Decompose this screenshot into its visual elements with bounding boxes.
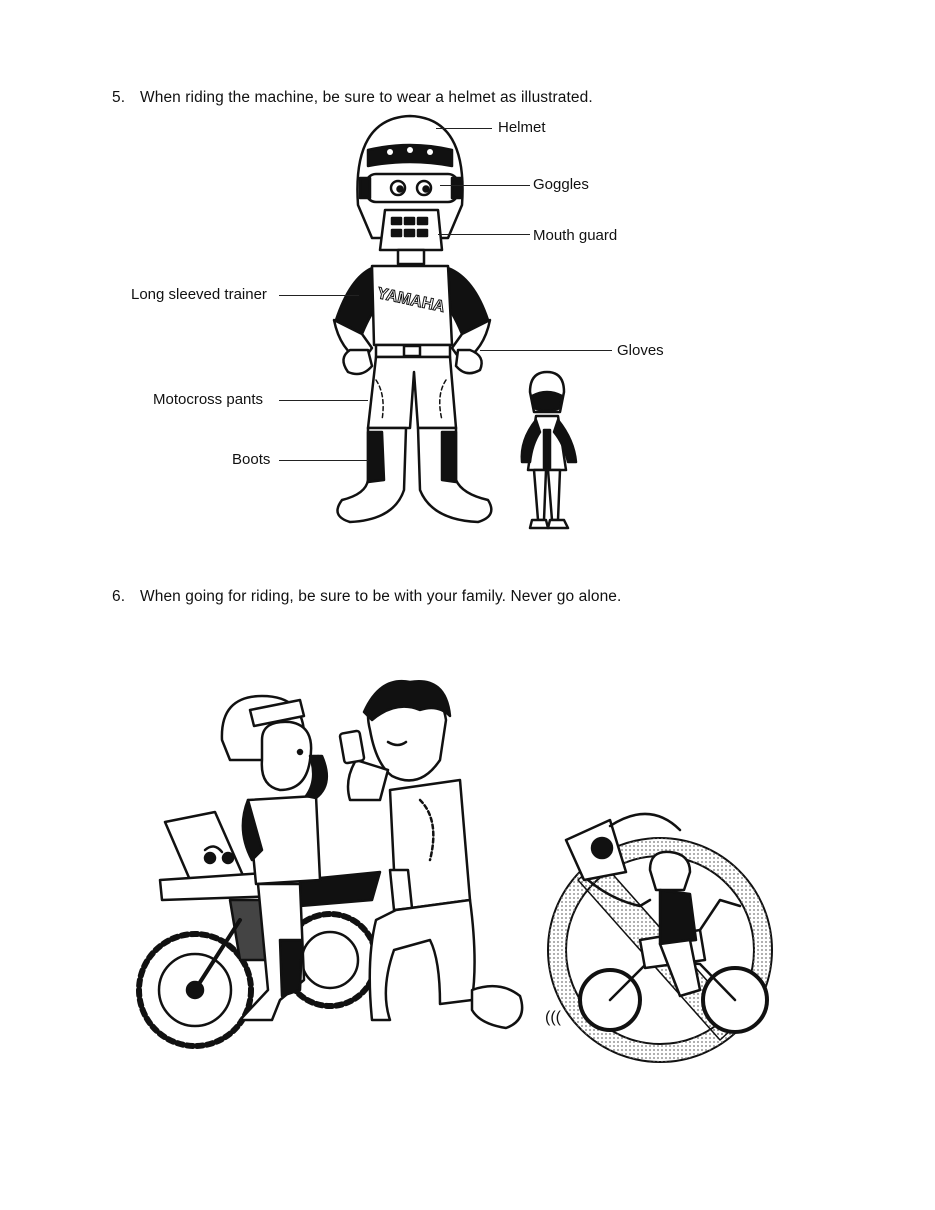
- pants-label: Motocross pants: [153, 391, 264, 408]
- instruction-6-text: When going for riding, be sure to be with your family. Never go alone.: [140, 588, 622, 605]
- boots-label: Boots: [232, 451, 271, 468]
- gloves-label: Gloves: [617, 342, 664, 359]
- shirt-logo: YAMAHA: [375, 285, 447, 316]
- helmet-label: Helmet: [498, 119, 546, 136]
- instruction-5-number: 5.: [112, 89, 126, 106]
- mouth-guard-label: Mouth guard: [533, 227, 618, 244]
- prohibition-sign: [548, 814, 772, 1062]
- instruction-5-text: When riding the machine, be sure to wear a helmet as illustrated.: [140, 89, 593, 106]
- goggles-label: Goggles: [533, 176, 589, 193]
- instruction-6-number: 6.: [112, 588, 126, 605]
- trainer-label: Long sleeved trainer: [131, 286, 267, 303]
- sound-marks: (((: [545, 1009, 561, 1026]
